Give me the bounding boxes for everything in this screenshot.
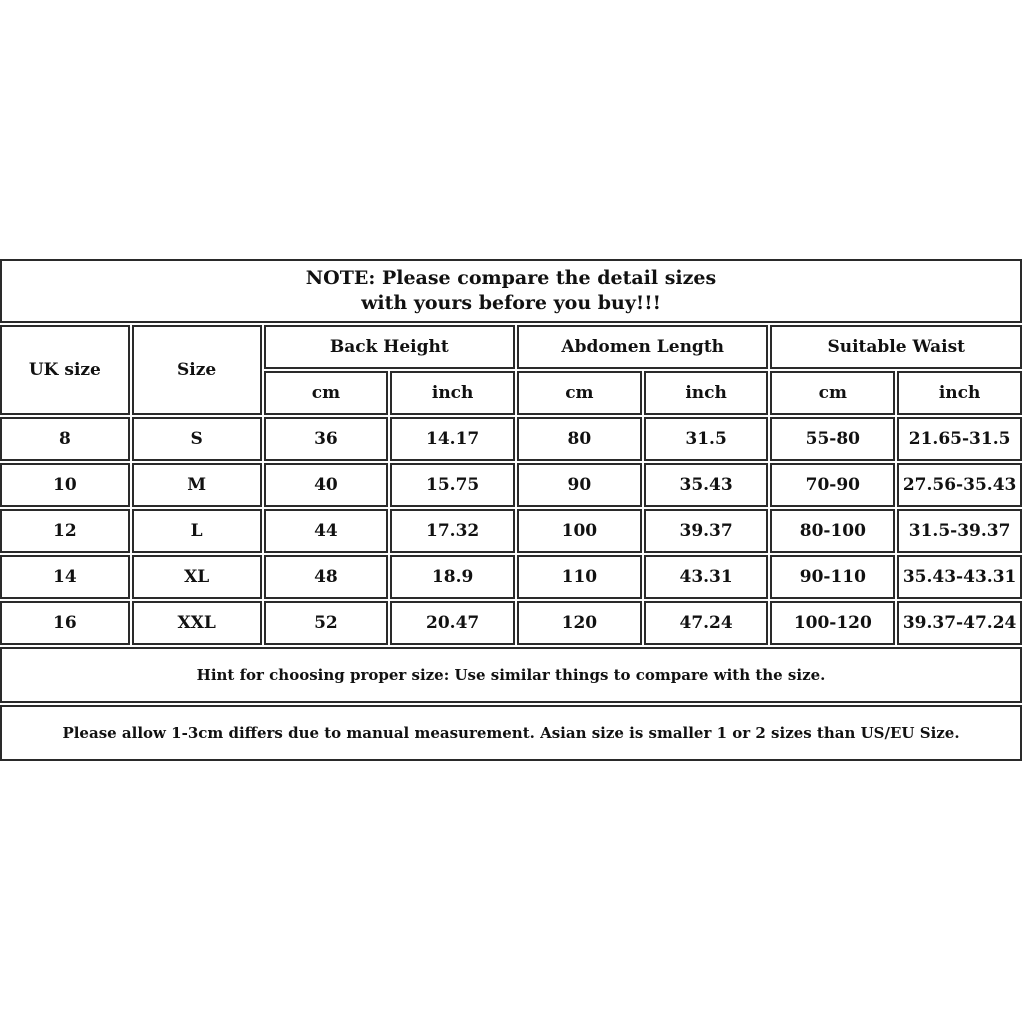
note-box <box>0 259 1022 323</box>
cell-size: M <box>132 463 262 507</box>
header-waist-cm: cm <box>770 371 895 415</box>
table-row <box>0 601 1022 645</box>
cell-abdomen-cm: 80 <box>517 417 642 461</box>
cell-waist-inch: 21.65-31.5 <box>897 417 1022 461</box>
cell-abdomen-inch: 35.43 <box>644 463 769 507</box>
cell-waist-cm: 90-110 <box>770 555 895 599</box>
cell-abdomen-inch: 31.5 <box>644 417 769 461</box>
cell-size: S <box>132 417 262 461</box>
cell-abdomen-inch: 47.24 <box>644 601 769 645</box>
header-waist-inch: inch <box>897 371 1022 415</box>
cell-uk-size: 16 <box>0 601 130 645</box>
header-uk-size: UK size <box>0 325 130 415</box>
header-back-height: Back Height <box>264 325 515 369</box>
cell-waist-inch: 31.5-39.37 <box>897 509 1022 553</box>
size-chart <box>0 259 1022 761</box>
cell-waist-cm: 70-90 <box>770 463 895 507</box>
cell-abdomen-inch: 43.31 <box>644 555 769 599</box>
cell-back-cm: 52 <box>264 601 389 645</box>
cell-back-cm: 48 <box>264 555 389 599</box>
measurement-note-box <box>0 705 1022 761</box>
cell-waist-inch: 35.43-43.31 <box>897 555 1022 599</box>
note-line-2: with yours before you buy!!! <box>361 292 661 314</box>
header-abdomen-inch: inch <box>644 371 769 415</box>
cell-uk-size: 8 <box>0 417 130 461</box>
header-back-inch: inch <box>390 371 515 415</box>
cell-uk-size: 14 <box>0 555 130 599</box>
cell-back-cm: 40 <box>264 463 389 507</box>
cell-abdomen-inch: 39.37 <box>644 509 769 553</box>
cell-back-inch: 14.17 <box>390 417 515 461</box>
cell-waist-inch: 39.37-47.24 <box>897 601 1022 645</box>
cell-size: XL <box>132 555 262 599</box>
hint-box <box>0 647 1022 703</box>
cell-back-inch: 15.75 <box>390 463 515 507</box>
cell-abdomen-cm: 110 <box>517 555 642 599</box>
table-row <box>0 555 1022 599</box>
cell-back-cm: 44 <box>264 509 389 553</box>
cell-back-inch: 17.32 <box>390 509 515 553</box>
cell-uk-size: 10 <box>0 463 130 507</box>
header-abdomen-length: Abdomen Length <box>517 325 768 369</box>
header-back-cm: cm <box>264 371 389 415</box>
cell-waist-inch: 27.56-35.43 <box>897 463 1022 507</box>
cell-waist-cm: 80-100 <box>770 509 895 553</box>
table-row <box>0 509 1022 553</box>
cell-abdomen-cm: 120 <box>517 601 642 645</box>
cell-abdomen-cm: 100 <box>517 509 642 553</box>
cell-abdomen-cm: 90 <box>517 463 642 507</box>
cell-size: L <box>132 509 262 553</box>
cell-size: XXL <box>132 601 262 645</box>
measurement-note-text: Please allow 1-3cm differs due to manual measurement. Asian size is smaller 1 or 2 sizes than US/EU Size. <box>62 724 960 742</box>
note-line-1: NOTE: Please compare the detail sizes <box>305 267 717 289</box>
hint-text: Hint for choosing proper size: Use similar things to compare with the size. <box>196 666 826 684</box>
cell-waist-cm: 55-80 <box>770 417 895 461</box>
cell-waist-cm: 100-120 <box>770 601 895 645</box>
size-table <box>0 323 1024 647</box>
cell-back-cm: 36 <box>264 417 389 461</box>
cell-back-inch: 18.9 <box>390 555 515 599</box>
table-row <box>0 417 1022 461</box>
cell-back-inch: 20.47 <box>390 601 515 645</box>
table-row <box>0 463 1022 507</box>
header-abdomen-cm: cm <box>517 371 642 415</box>
header-suitable-waist: Suitable Waist <box>770 325 1022 369</box>
cell-uk-size: 12 <box>0 509 130 553</box>
header-size: Size <box>132 325 262 415</box>
